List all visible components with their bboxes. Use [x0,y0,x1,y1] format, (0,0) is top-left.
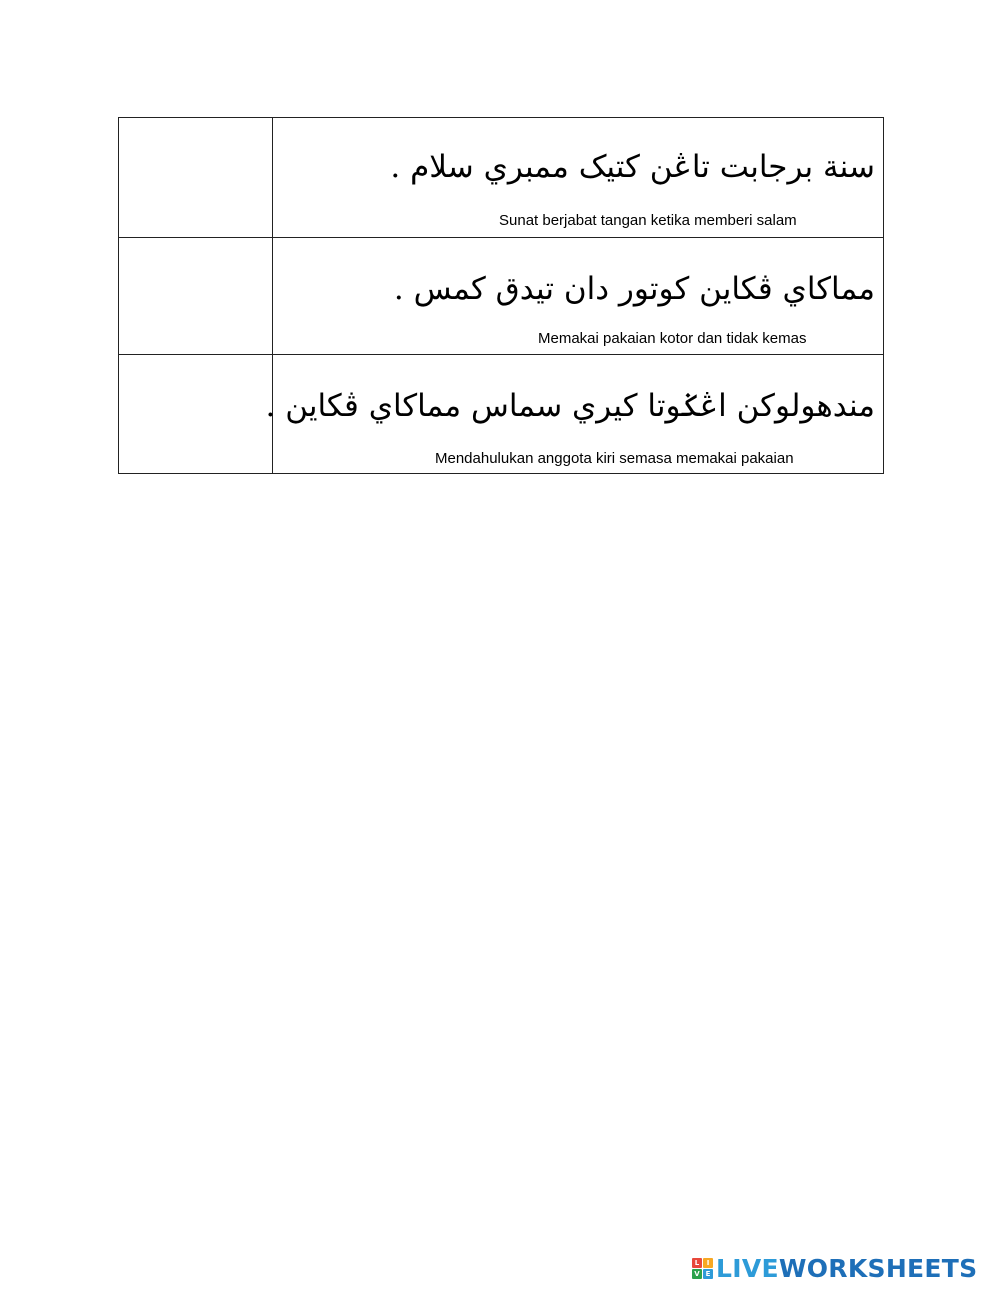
jawi-sentence: مماكاي ڤكاين کوتور دان تيدق كمس . [393,271,875,307]
answer-cell[interactable] [119,238,273,355]
answer-cell[interactable] [119,118,273,238]
liveworksheets-logo-icon [692,1258,713,1279]
table-row [119,238,884,355]
sentence-cell [273,238,884,355]
logo-letter: V [692,1269,702,1279]
answer-cell[interactable] [119,355,273,474]
sentence-cell [265,355,884,474]
worksheet-table [118,117,884,474]
logo-letter: L [692,1258,702,1268]
jawi-sentence: سنة برجابت تاڠن كتيک ممبري سلام . [390,149,875,185]
liveworksheets-logo [692,1256,977,1281]
logo-letter: E [703,1269,713,1279]
jawi-sentence: مندهولوكن اڠݢوتا كيري سماس مماكاي ڤكاين . [265,388,875,424]
wordmark-prefix: LIVE [716,1254,779,1283]
wordmark-suffix: WORKSHEETS [778,1254,978,1283]
table-row [119,118,884,238]
logo-letter: I [703,1258,713,1268]
malay-translation: Mendahulukan anggota kiri semasa memakai pakaian [435,450,794,467]
sentence-cell [273,118,884,238]
liveworksheets-wordmark [716,1256,977,1281]
malay-translation: Memakai pakaian kotor dan tidak kemas [538,330,807,347]
table-row [119,355,884,474]
malay-translation: Sunat berjabat tangan ketika memberi salam [499,212,797,229]
